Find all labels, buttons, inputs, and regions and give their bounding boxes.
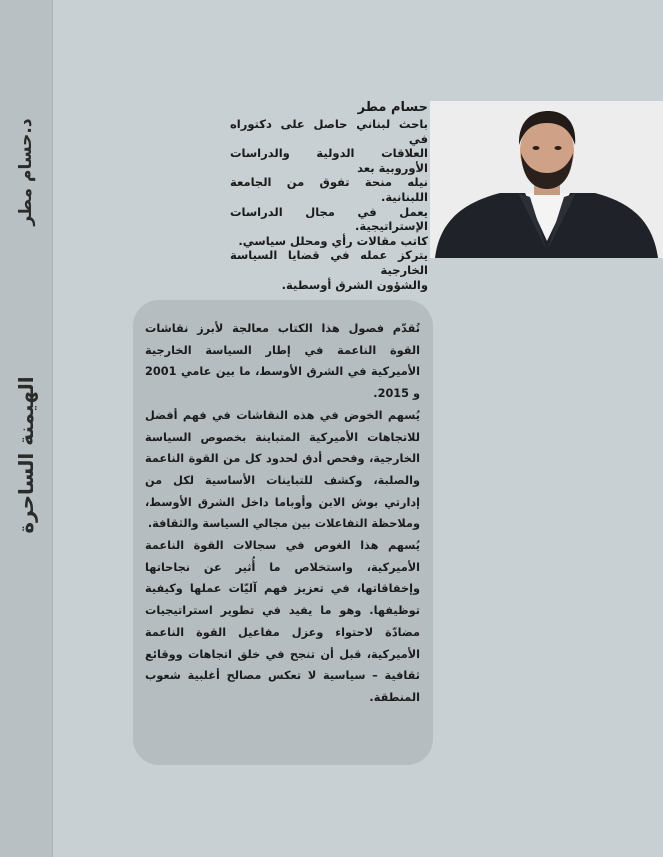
blurb-text — [145, 318, 420, 709]
bio-line: نيله منحة تفوق من الجامعة اللبنانية. — [230, 175, 428, 204]
blurb-paragraph: تُقدّم فصول هذا الكتاب معالجة لأبرز نقاشات القوة الناعمة في إطار السياسة الخارجية الأميركية في الشرق الأوسط، ما بين عامي 2001 و 2015. — [145, 322, 420, 401]
blurb-paragraph: يُسهم الخوض في هذه النقاشات في فهم أفضل للاتجاهات الأميركية المتباينة بخصوص السياسة الخارجية، وفحص أدق لحدود كل من القوة الناعمة والصلبة، وكشف للتباينات الأساسية لكل من إدارتي بوش الابن وأوباما داخل الشرق الأوسط، وملاحظة التفاعلات بين مجالي السياسة والثقافة. — [145, 408, 420, 531]
bio-line: كاتب مقالات رأي ومحلل سياسي. — [238, 233, 428, 248]
bio-line: العلاقات الدولية والدراسات الأوروبية بعد — [230, 146, 428, 175]
blurb-paragraph: يُسهم هذا الغوص في سجالات القوة الناعمة الأميركية، واستخلاص ما أُثير عن نجاحاتها وإخفاقاتها، في تعزيز فهم آليّات عملها وكيفية توظيفها. وهو ما يفيد في تطوير استراتيجيات مضادّة لاحتواء وعزل مفاعيل القوة الناعمة الأميركية، قبل أن تنجح في خلق اتجاهات ووقائع ثقافية – سياسية لا تعكس مصالح أغلبية شعوب المنطقة. — [145, 539, 420, 704]
spine-book-title: الهيمنة الساحرة — [14, 376, 38, 534]
bio-line: يعمل في مجال الدراسات الإستراتيجية. — [230, 204, 428, 234]
bio-line: باحث لبناني حاصل على دكتوراه في — [230, 117, 428, 146]
book-spine — [0, 0, 53, 857]
bio-line: يتركز عمله في قضايا السياسة الخارجية — [230, 248, 428, 277]
author-photo — [430, 101, 663, 258]
author-bio — [230, 100, 428, 292]
spine-author-name: د.حسام مطر — [16, 118, 36, 226]
bio-line: والشؤون الشرق أوسطية. — [281, 277, 428, 292]
author-name: حسام مطر — [357, 100, 428, 115]
